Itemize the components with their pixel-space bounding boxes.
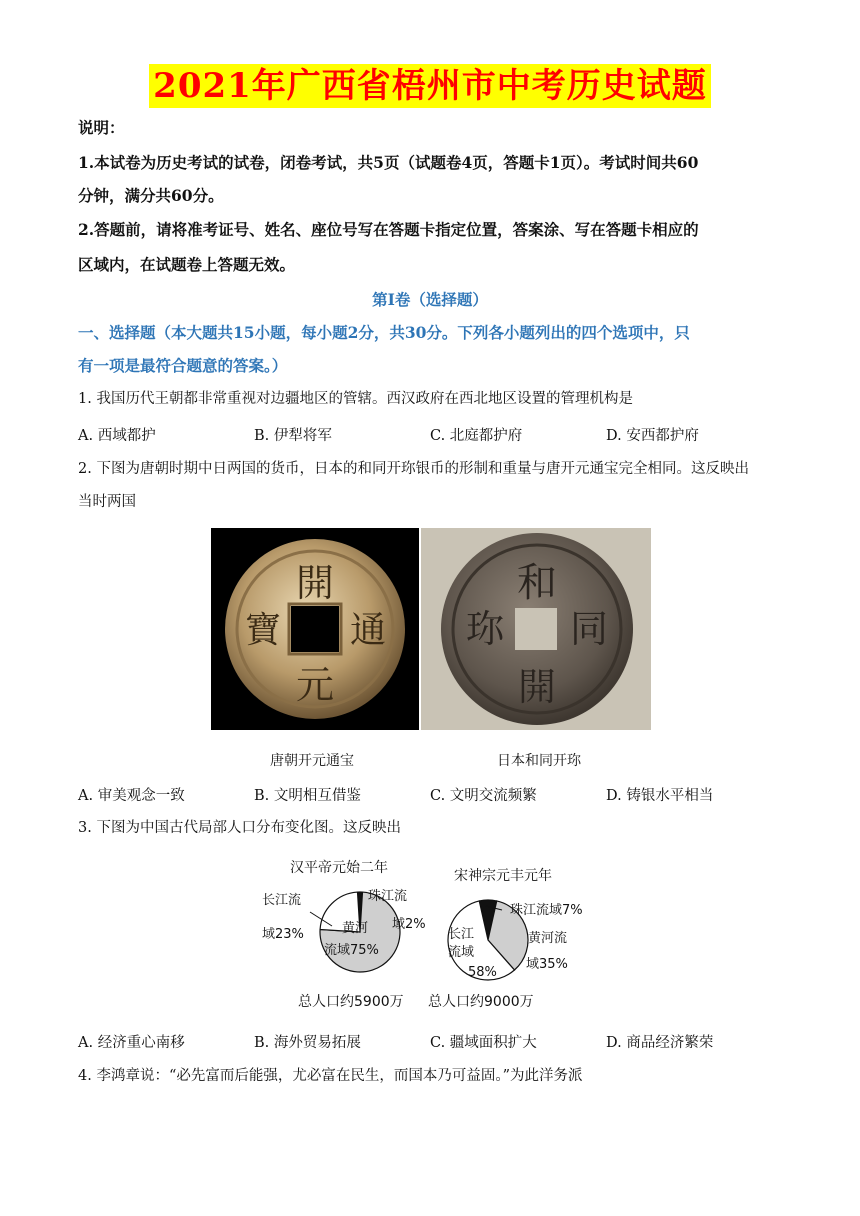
population-pie-charts bbox=[240, 850, 610, 1016]
kaiyuan-tongbao-coin-image bbox=[211, 528, 419, 730]
question-3-text: 3. 下图为中国古代局部人口分布变化图。这反映出 bbox=[78, 820, 401, 836]
question-2-text-b: 当时两国 bbox=[78, 494, 136, 510]
q1-option-a: A. 西域都护 bbox=[78, 428, 156, 444]
wadokaichin-coin-image bbox=[421, 528, 651, 730]
pie2-total: 总人口约9000万 bbox=[428, 994, 534, 1010]
instruction-2-line-b: 区域内，在试题卷上答题无效。 bbox=[78, 255, 296, 274]
q1-option-b: B. 伊犁将军 bbox=[254, 428, 332, 444]
q2-option-a: A. 审美观念一致 bbox=[78, 788, 185, 804]
q3-option-d: D. 商品经济繁荣 bbox=[606, 1035, 714, 1051]
question-2-text-a: 2. 下图为唐朝时期中日两国的货币，日本的和同开珎银币的形制和重量与唐开元通宝完全相同。这反映出 bbox=[78, 461, 749, 477]
coin1-char-right: 通 bbox=[349, 610, 387, 651]
q3-option-a: A. 经济重心南移 bbox=[78, 1035, 185, 1051]
pie1-title: 汉平帝元始二年 bbox=[290, 860, 388, 876]
coin2-char-top: 和 bbox=[517, 560, 557, 606]
coin1-char-top: 開 bbox=[295, 561, 335, 605]
coin2-char-left: 珎 bbox=[465, 607, 505, 651]
q2-option-b: B. 文明相互借鉴 bbox=[254, 788, 361, 804]
coin2-char-bottom: 開 bbox=[517, 665, 557, 709]
instruction-1-line-b: 分钟，满分共60分。 bbox=[78, 186, 224, 205]
instruction-1-line-a: 1.本试卷为历史考试的试卷，闭卷考试，共5页（试题卷4页，答题卡1页）。考试时间共60 bbox=[78, 153, 699, 172]
coin1-char-bottom: 元 bbox=[295, 663, 335, 707]
pie2-label-a2: 流域 bbox=[448, 945, 475, 960]
q1-option-c: C. 北庭都护府 bbox=[430, 428, 523, 444]
pie1-label-c1: 黄河 bbox=[342, 921, 369, 936]
q3-option-b: B. 海外贸易拓展 bbox=[254, 1035, 361, 1051]
volume-heading: 第I卷（选择题） bbox=[372, 290, 488, 309]
caption-wadokaichin: 日本和同开珎 bbox=[497, 753, 581, 769]
section-heading-line-b: 有一项是最符合题意的答案。） bbox=[78, 356, 288, 375]
instruction-2-line-a: 2.答题前，请将准考证号、姓名、座位号写在答题卡指定位置，答案涂、写在答题卡相应的 bbox=[78, 220, 699, 239]
q2-option-d: D. 铸银水平相当 bbox=[606, 788, 714, 804]
pie2-label-a1: 长江 bbox=[448, 927, 475, 942]
pie2-label-b1: 珠江流域7% bbox=[510, 903, 583, 918]
pie2-label-a3: 58% bbox=[468, 965, 497, 980]
question-4-text: 4. 李鸿章说：“必先富而后能强，尤必富在民生，而国本乃可益固。”为此洋务派 bbox=[78, 1068, 583, 1084]
pie1-label-b1: 珠江流 bbox=[368, 889, 408, 904]
pie2-label-c2: 域35% bbox=[526, 957, 568, 972]
pie1-label-a1: 长江流 bbox=[262, 893, 302, 908]
q2-option-c: C. 文明交流频繁 bbox=[430, 788, 537, 804]
q1-option-d: D. 安西都护府 bbox=[606, 428, 699, 444]
caption-kaiyuan: 唐朝开元通宝 bbox=[270, 753, 354, 769]
coin1-char-left: 寶 bbox=[244, 610, 282, 651]
pie2-title: 宋神宗元丰元年 bbox=[454, 868, 552, 884]
pie2-label-c1: 黄河流 bbox=[528, 931, 568, 946]
pie1-label-a2: 域23% bbox=[262, 927, 304, 942]
question-1-text: 1. 我国历代王朝都非常重视对边疆地区的管辖。西汉政府在西北地区设置的管理机构是 bbox=[78, 391, 633, 407]
instructions-heading: 说明： bbox=[78, 118, 125, 137]
pie1-total: 总人口约5900万 bbox=[298, 994, 404, 1010]
pie1-label-b2: 域2% bbox=[392, 917, 426, 932]
coin2-char-right: 同 bbox=[569, 607, 609, 651]
pie1-label-c2: 流域75% bbox=[324, 943, 379, 958]
title-wrapper bbox=[0, 64, 860, 108]
q3-option-c: C. 疆域面积扩大 bbox=[430, 1035, 537, 1051]
section-heading-line-a: 一、选择题（本大题共15小题，每小题2分，共30分。下列各小题列出的四个选项中，只 bbox=[78, 323, 690, 342]
page-title: 2021年广西省梧州市中考历史试题 bbox=[149, 64, 711, 108]
